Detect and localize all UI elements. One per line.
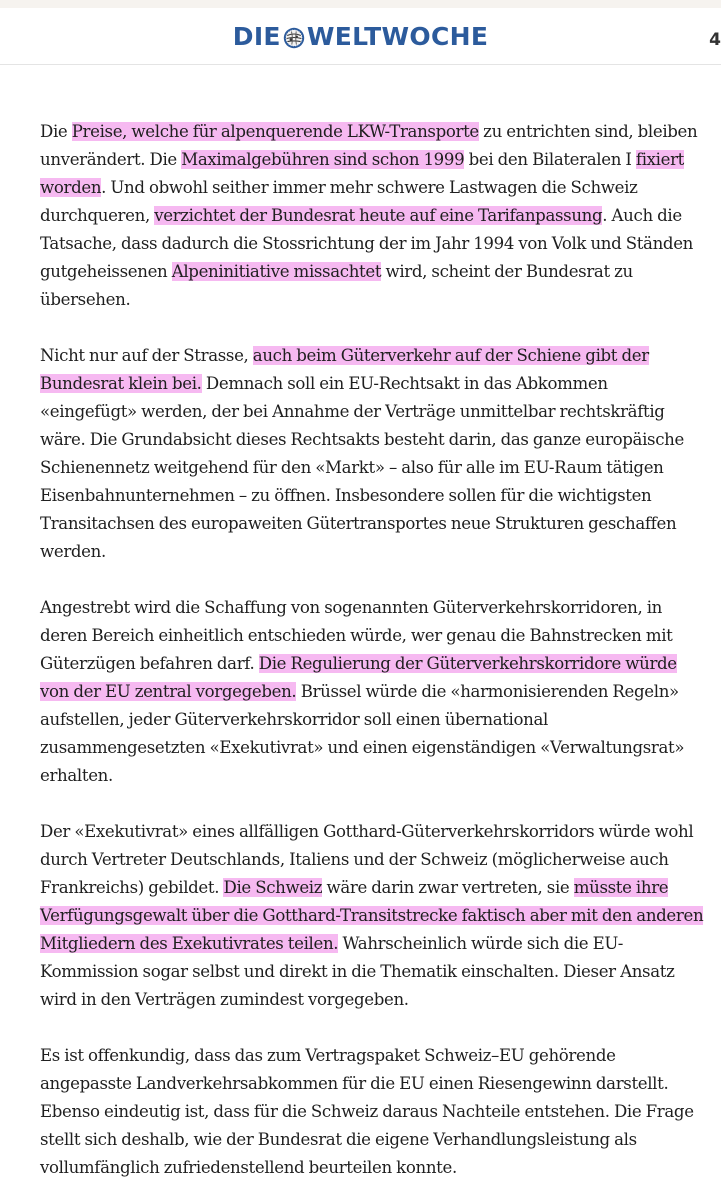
highlighted-text: fixiert worden <box>40 150 684 197</box>
globe-icon <box>283 26 305 48</box>
header-edge-control[interactable]: 4 <box>709 30 721 50</box>
highlighted-text: Die Schweiz <box>223 878 323 897</box>
article-paragraph <box>40 594 708 790</box>
text-segment: Es ist offenkundig, dass das zum Vertragspaket Schweiz–EU gehörende angepasste Landverkehrsabkommen für die EU einen Riesengewinn darstellt. Ebenso eindeutig ist, dass für die Schweiz daraus Nachteile entstehen. Die Frage stellt sich deshalb, wie der Bundesrat die eigene Verhandlungsleistung als vollumfänglich zufriedenstellend beurteilen konnte. <box>40 1046 694 1177</box>
highlighted-text: Maximalgebühren sind schon 1999 <box>181 150 465 169</box>
article-body <box>40 118 708 1182</box>
text-segment: Brüssel würde die «harmonisierenden Regeln» aufstellen, jeder Güterverkehrskorridor soll einen übernational zusammengesetzten «Exekutivrat» und einen eigenständigen «Verwaltungsrat» erhalten. <box>40 682 685 785</box>
highlighted-text: müsste ihre Verfügungsgewalt über die Gotthard-Transitstrecke faktisch aber mit den anderen Mitgliedern des Exekutivrates teilen. <box>40 878 704 953</box>
article-paragraph <box>40 818 708 1014</box>
text-segment: Wahrscheinlich würde sich die EU-Kommission sogar selbst und direkt in die Thematik einschalten. Dieser Ansatz wird in den Verträgen zumindest vorgegeben. <box>40 934 675 1009</box>
text-segment: bei den Bilateralen I <box>464 150 636 169</box>
text-segment: Die <box>40 122 72 141</box>
site-header <box>0 8 721 65</box>
highlighted-text: Preise, welche für alpenquerende LKW-Transporte <box>71 122 479 141</box>
text-segment: Der «Exekutivrat» eines allfälligen Gotthard-Güterverkehrskorridors würde wohl durch Vertreter Deutschlands, Italiens und der Schweiz (möglicherweise auch Frankreichs) gebildet. <box>40 822 694 897</box>
highlighted-text: verzichtet der Bundesrat heute auf eine Tarifanpassung <box>154 206 603 225</box>
site-logo[interactable] <box>0 22 721 52</box>
top-strip <box>0 0 721 8</box>
logo-text-right: WELTWOCHE <box>306 22 489 51</box>
article-paragraph <box>40 342 708 566</box>
highlighted-text: Alpeninitiative missachtet <box>171 262 382 281</box>
text-segment: zu entrichten sind, bleiben unverändert. Die <box>40 122 698 169</box>
article-paragraph <box>40 118 708 314</box>
logo-text-left: DIE <box>232 22 281 51</box>
text-segment: . Auch die Tatsache, dass dadurch die Stossrichtung der im Jahr 1994 von Volk und Ständen gutgeheissenen <box>40 206 694 281</box>
article-paragraph <box>40 1042 708 1182</box>
text-segment: Nicht nur auf der Strasse, <box>40 346 253 365</box>
text-segment: wäre darin zwar vertreten, sie <box>322 878 574 897</box>
text-segment: wird, scheint der Bundesrat zu übersehen. <box>40 262 633 309</box>
text-segment: Angestrebt wird die Schaffung von sogenannten Güterverkehrskorridoren, in deren Bereich einheitlich entschieden würde, wer genau die Bahnstrecken mit Güterzügen befahren darf. <box>40 598 673 673</box>
highlighted-text: Die Regulierung der Güterverkehrskorridore würde von der EU zentral vorgegeben. <box>40 654 677 701</box>
text-segment: Demnach soll ein EU-Rechtsakt in das Abkommen «eingefügt» werden, der bei Annahme der Verträge unmittelbar rechtskräftig wäre. Die Grundabsicht dieses Rechtsakts besteht darin, das ganze europäische Schienennetz weitgehend für den «Markt» – also für alle im EU-Raum tätigen Eisenbahnunternehmen – zu öffnen. Insbesondere sollen für die wichtigsten Transitachsen des europaweiten Gütertransportes neue Strukturen geschaffen werden. <box>40 374 684 561</box>
highlighted-text: auch beim Güterverkehr auf der Schiene gibt der Bundesrat klein bei. <box>40 346 649 393</box>
text-segment: . Und obwohl seither immer mehr schwere Lastwagen die Schweiz durchqueren, <box>40 178 638 225</box>
